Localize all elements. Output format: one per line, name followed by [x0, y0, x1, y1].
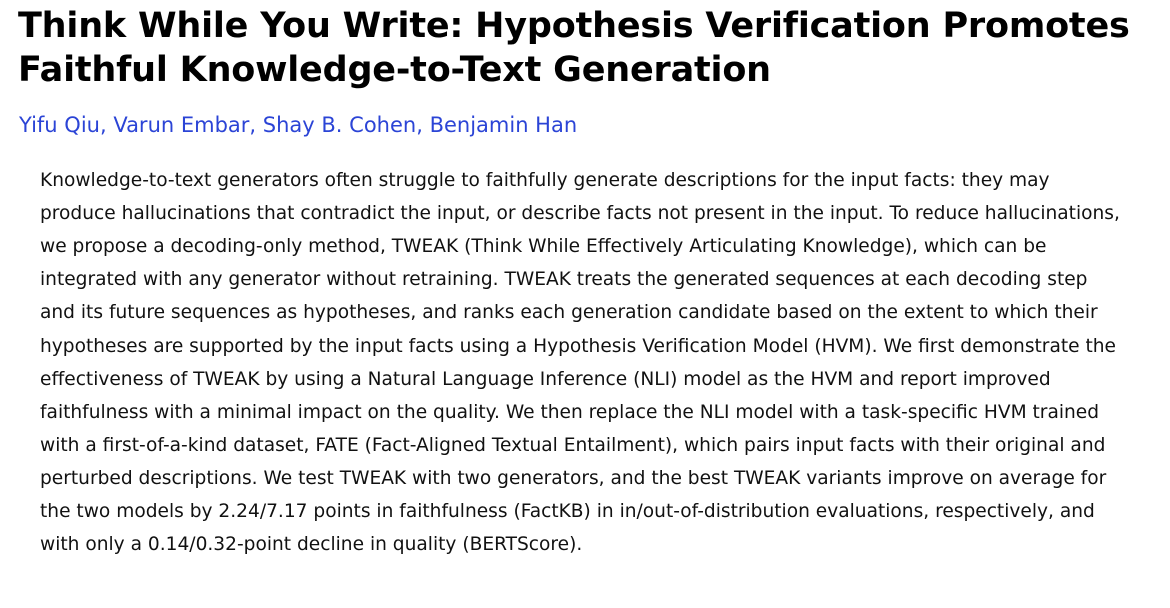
author-link-3[interactable]: Shay B. Cohen [262, 112, 417, 137]
author-separator-2: , [249, 112, 263, 137]
page-title: Think While You Write: Hypothesis Verification Promotes Faithful Knowledge-to-Text Generation [18, 6, 1130, 91]
abstract-text: Knowledge-to-text generators often struggle to faithfully generate descriptions for the input facts: they may produce hallucinations that contradict the input, or describe facts not present in the input. To reduce hallucinations, we propose a decoding-only method, TWEAK (Think While Effectively Articulating Knowledge), which can be integrated with any generator without retraining. TWEAK treats the generated sequences at each decoding step and its future sequences as hypotheses, and ranks each generation candidate based on the extent to which their hypotheses are supported by the input facts using a Hypothesis Verification Model (HVM). We first demonstrate the effectiveness of TWEAK by using a Natural Language Inference (NLI) model as the HVM and report improved faithfulness with a minimal impact on the quality. We then replace the NLI model with a task-specific HVM trained with a first-of-a-kind dataset, FATE (Fact-Aligned Textual Entailment), which pairs input facts with their original and perturbed descriptions. We test TWEAK with two generators, and the best TWEAK variants improve on average for the two models by 2.24/7.17 points in faithfulness (FactKB) in in/out-of-distribution evaluations, respectively, and with only a 0.14/0.32-point decline in quality (BERTScore). [40, 170, 1120, 556]
author-list [16, 113, 1136, 138]
author-link-2[interactable]: Varun Embar [113, 112, 250, 137]
author-separator-1: , [99, 112, 114, 137]
author-separator-3: , [416, 112, 430, 137]
author-link-1[interactable]: Yifu Qiu [19, 112, 100, 137]
author-link-4[interactable]: Benjamin Han [429, 112, 578, 137]
